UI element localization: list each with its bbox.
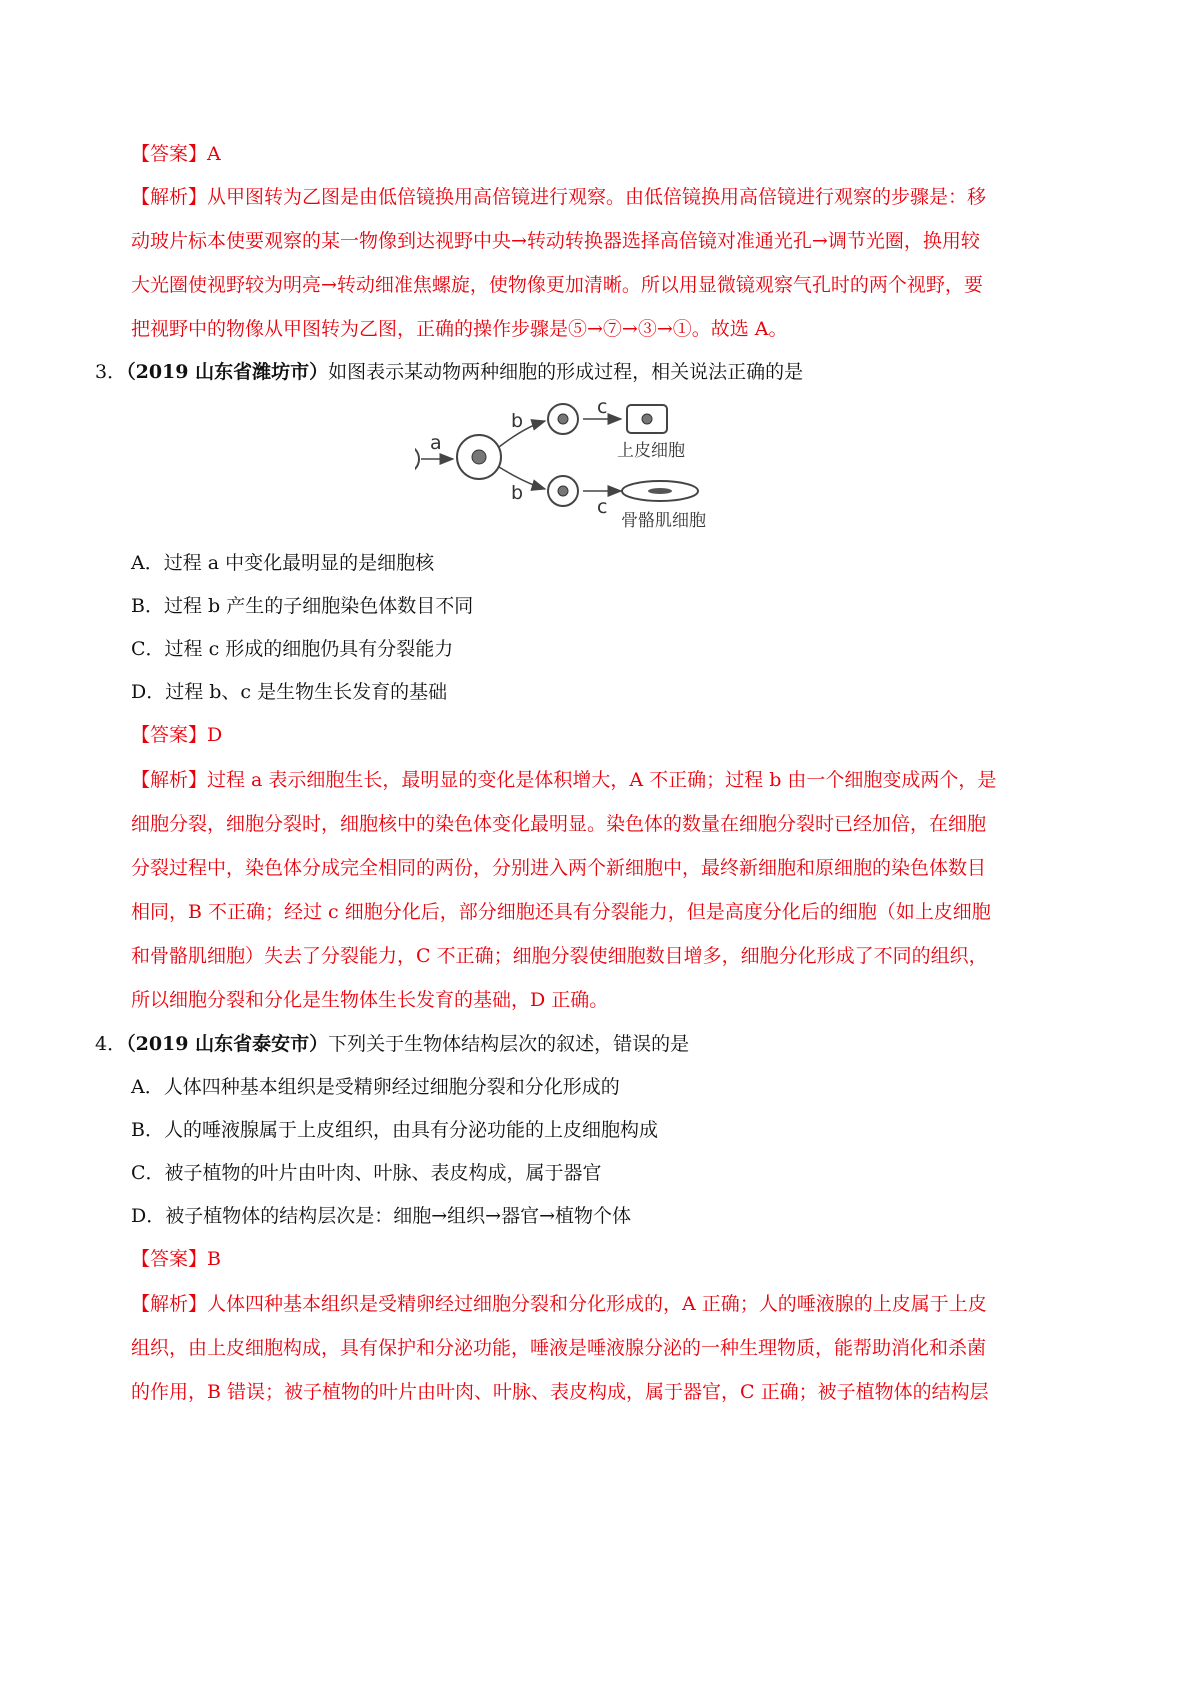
label-c-bottom: c [597, 496, 608, 518]
q4-analysis-line-3: 的作用，B 错误；被子植物的叶片由叶肉、叶脉、表皮构成，属于器官，C 正确；被子植物体的结构层 [131, 1381, 989, 1403]
q3-analysis-line-3: 分裂过程中，染色体分成完全相同的两份，分别进入两个新细胞中，最终新细胞和原细胞的染色体数目 [131, 857, 987, 879]
q4-option-b: B．人的唾液腺属于上皮组织，由具有分泌功能的上皮细胞构成 [131, 1119, 658, 1141]
question-3-stem [95, 359, 803, 385]
q3-option-c: C．过程 c 形成的细胞仍具有分裂能力 [131, 638, 454, 660]
answer-label: 【答案】 [131, 143, 208, 165]
question-source: （2019 山东省泰安市） [126, 1033, 329, 1055]
q4-option-c: C．被子植物的叶片由叶肉、叶脉、表皮构成，属于器官 [131, 1162, 602, 1184]
skeletal-muscle-cell [622, 481, 698, 501]
q3-analysis-line-6: 所以细胞分裂和分化是生物体生长发育的基础，D 正确。 [131, 989, 609, 1011]
answer-value: B [207, 1248, 221, 1270]
q4-option-d: D．被子植物体的结构层次是：细胞→组织→器官→植物个体 [131, 1205, 631, 1227]
skeletal-muscle-cell-label: 骨骼肌细胞 [621, 511, 706, 531]
answer-label: 【答案】 [131, 724, 208, 746]
grown-cell [457, 435, 501, 479]
analysis-text: 过程 a 表示细胞生长，最明显的变化是体积增大，A 不正确；过程 b 由一个细胞变成两个，是 [207, 769, 997, 791]
analysis-label: 【解析】 [131, 186, 208, 208]
label-a: a [430, 432, 442, 454]
label-b-bottom: b [511, 482, 524, 504]
label-b-top: b [511, 410, 524, 432]
prev-answer-line [131, 141, 221, 167]
prev-analysis-line-2: 动玻片标本使要观察的某一物像到达视野中央→转动转换器选择高倍镜对准通光孔→调节光圈，换用较 [131, 230, 980, 252]
analysis-text: 人体四种基本组织是受精卵经过细胞分裂和分化形成的，A 正确；人的唾液腺的上皮属于上皮 [207, 1293, 987, 1315]
q3-analysis-line-4: 相同，B 不正确；经过 c 细胞分化后，部分细胞还具有分裂能力，但是高度分化后的细胞（如上皮细胞 [131, 901, 991, 923]
prev-analysis-line-1 [131, 184, 986, 210]
epithelial-cell [627, 405, 667, 433]
question-text: 如图表示某动物两种细胞的形成过程，相关说法正确的是 [328, 361, 804, 383]
question-4-stem [95, 1031, 689, 1057]
daughter-cell-bottom [548, 476, 578, 506]
q4-answer-line [131, 1246, 221, 1272]
prev-analysis-line-4: 把视野中的物像从甲图转为乙图，正确的操作步骤是⑤→⑦→③→①。故选 A。 [131, 318, 788, 340]
answer-label: 【答案】 [131, 1248, 208, 1270]
question-text: 下列关于生物体结构层次的叙述，错误的是 [328, 1033, 690, 1055]
answer-value: D [207, 724, 223, 746]
original-cell [415, 445, 419, 473]
q3-analysis-line-1 [131, 767, 996, 793]
question-number: 4． [95, 1033, 127, 1055]
q3-analysis-line-5: 和骨骼肌细胞）失去了分裂能力，C 不正确；细胞分裂使细胞数目增多，细胞分化形成了不同的组织， [131, 945, 988, 967]
q4-option-a: A．人体四种基本组织是受精卵经过细胞分裂和分化形成的 [131, 1076, 620, 1098]
question-source: （2019 山东省潍坊市） [126, 361, 329, 383]
q3-option-d: D．过程 b、c 是生物生长发育的基础 [131, 681, 448, 703]
q4-analysis-line-2: 组织，由上皮细胞构成，具有保护和分泌功能，唾液是唾液腺分泌的一种生理物质，能帮助消化和杀菌 [131, 1337, 987, 1359]
q3-option-b: B．过程 b 产生的子细胞染色体数目不同 [131, 595, 474, 617]
prev-analysis-line-3: 大光圈使视野较为明亮→转动细准焦螺旋，使物像更加清晰。所以用显微镜观察气孔时的两个视野，要 [131, 274, 983, 296]
q3-answer-line [131, 722, 222, 748]
question-number: 3． [95, 361, 127, 383]
label-c-top: c [597, 396, 608, 418]
q3-option-a: A．过程 a 中变化最明显的是细胞核 [131, 552, 435, 574]
answer-value: A [207, 143, 221, 165]
analysis-label: 【解析】 [131, 1293, 208, 1315]
q4-analysis-line-1 [131, 1291, 987, 1317]
cell-formation-diagram [415, 395, 745, 540]
q3-analysis-line-2: 细胞分裂，细胞分裂时，细胞核中的染色体变化最明显。染色体的数量在细胞分裂时已经加倍，在细胞 [131, 813, 987, 835]
daughter-cell-top [548, 404, 578, 434]
analysis-label: 【解析】 [131, 769, 208, 791]
epithelial-cell-label: 上皮细胞 [617, 441, 685, 461]
analysis-text: 从甲图转为乙图是由低倍镜换用高倍镜进行观察。由低倍镜换用高倍镜进行观察的步骤是：移 [207, 186, 987, 208]
